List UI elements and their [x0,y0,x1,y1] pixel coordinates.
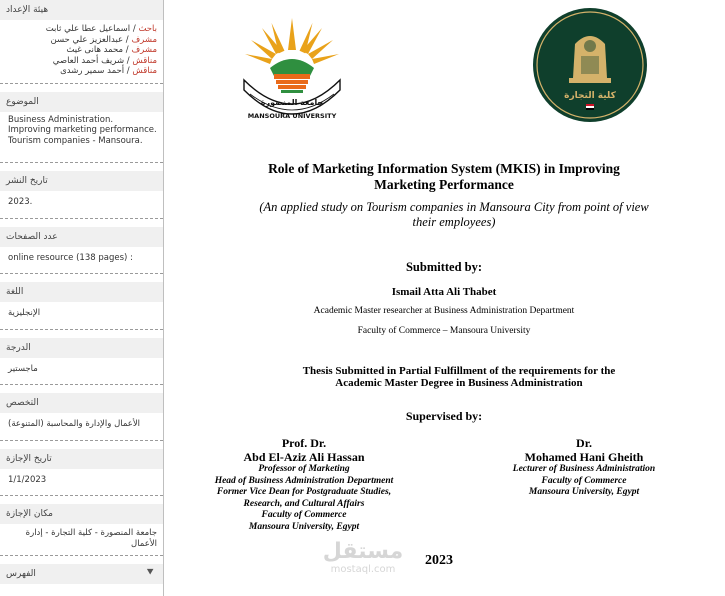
member-role[interactable]: مناقش [132,66,157,76]
supervisor-2 [484,436,684,499]
member-role[interactable]: باحث [138,24,157,34]
member-role[interactable]: مناقش [132,55,157,66]
approval-date-heading: تاريخ الإجازة [0,449,163,469]
supervisor-1 [164,436,444,533]
committee-member: مشرف / محمد هانى غيث [66,45,157,55]
lotus-emblem [270,59,314,93]
supervisor-1-detail: Former Vice Dean for Postgraduate Studies, [216,487,392,497]
language-value: الإنجليزية [0,302,163,330]
approval-date-value: 1/1/2023 [0,469,163,497]
supervisor-1-detail: Professor of Marketing [258,464,350,474]
thesis-cover-page [164,0,725,596]
supervisor-2-title: Dr. [576,436,592,450]
thesis-subtitle-line1: (An applied study on Tourism companies in Mansoura City from point of view [259,200,649,214]
member-role[interactable]: مشرف [131,45,157,55]
supervisor-1-title: Prof. Dr. [281,436,327,450]
supervisor-1-detail: Faculty of Commerce [261,510,347,520]
thesis-statement [264,365,654,389]
subject-heading: الموضوع [0,92,163,112]
member-name[interactable]: محمد هانى غيث [66,45,124,55]
mansoura-university-logo [236,10,348,122]
subject-value: Business Administration. Improving marketing performance. Tourism companies - Mansoura. [0,112,163,164]
pub-date-heading: تاريخ النشر [0,171,163,191]
member-name[interactable]: عبدالعزيز علي حسن [50,34,124,45]
supervised-by-label: Supervised by: [405,409,483,423]
supervisor-1-name: Abd El-Aziz Ali Hassan [243,450,365,464]
approval-place-value: جامعة المنصورة - كلية التجارة - إدارة الأعمال [0,524,163,556]
thesis-year: 2023 [425,553,453,568]
supervisor-1-detail: Head of Business Administration Department [214,475,394,486]
watermark-arabic: مستقل [322,539,404,564]
pub-date-value: 2023. [0,191,163,219]
logo-arabic-name: جامعة المنصورة [260,98,324,107]
degree-value: ماجستير [0,358,163,386]
index-heading[interactable] [0,564,163,584]
supervisor-2-name: Mohamed Hani Gheith [524,450,644,464]
approval-place-heading: مكان الإجازة [0,504,163,524]
supervisor-1-detail: Mansoura University, Egypt [248,521,360,532]
submitted-by-label: Submitted by: [405,260,483,274]
committee-member: باحث / اسماعيل عطا علي ثابت [45,24,157,34]
committee-member: مشرف / عبدالعزيز علي حسن [50,34,157,45]
supervisor-2-detail: Lecturer of Business Administration [512,464,656,474]
thesis-statement-line2: Academic Master Degree in Business Administration [335,377,583,389]
language-heading: اللغة [0,282,163,302]
specialization-heading: التخصص [0,393,163,413]
logo-faculty-name: كلية التجارة [564,91,616,101]
thesis-title-line2: Marketing Performance [374,177,514,192]
watermark-english: mostaql.com [330,564,396,575]
egypt-flag-icon [586,104,594,110]
thesis-title-line1: Role of Marketing Information System (MKIS) in Improving [268,161,620,176]
member-name[interactable]: شريف أحمد العاصي [52,55,125,66]
mostaql-watermark [318,540,408,576]
supervisor-2-detail: Faculty of Commerce [541,475,627,486]
member-name[interactable]: اسماعيل عطا علي ثابت [45,24,131,34]
metadata-sidebar [0,0,164,596]
degree-heading: الدرجة [0,338,163,358]
pages-value: online resource (138 pages) : [0,247,163,275]
thesis-subtitle [254,200,654,230]
supervisor-2-detail: Mansoura University, Egypt [528,487,640,497]
member-name[interactable]: أحمد سمير رشدى [60,66,125,76]
author-role: Academic Master researcher at Business Administration Department [313,306,575,316]
double-chevron-down-icon[interactable]: ⯆ [145,565,155,579]
thesis-title [244,161,644,193]
member-role[interactable]: مشرف [131,34,157,45]
specialization-value: الأعمال والإدارة والمحاسبة (المتنوعة) [0,413,163,441]
committee-member: مناقش / شريف أحمد العاصي [52,55,157,66]
thesis-subtitle-line2: their employees) [412,215,496,229]
supervisor-1-detail: Research, and Cultural Affairs [243,498,365,509]
thesis-statement-line1: Thesis Submitted in Partial Fulfillment of the requirements for the [302,365,616,377]
author-faculty: Faculty of Commerce – Mansoura University [357,326,531,336]
committee-heading: هيئة الإعداد [0,0,163,20]
faculty-of-commerce-logo [531,6,649,124]
committee-list [0,20,163,84]
author-name: Ismail Atta Ali Thabet [391,286,497,298]
pages-heading: عدد الصفحات [0,227,163,247]
committee-member: مناقش / أحمد سمير رشدى [60,66,157,76]
sun-rays [245,18,339,64]
logo-english-name: MANSOURA UNIVERSITY [247,112,337,120]
index-heading-label: الفهرس [6,569,36,579]
